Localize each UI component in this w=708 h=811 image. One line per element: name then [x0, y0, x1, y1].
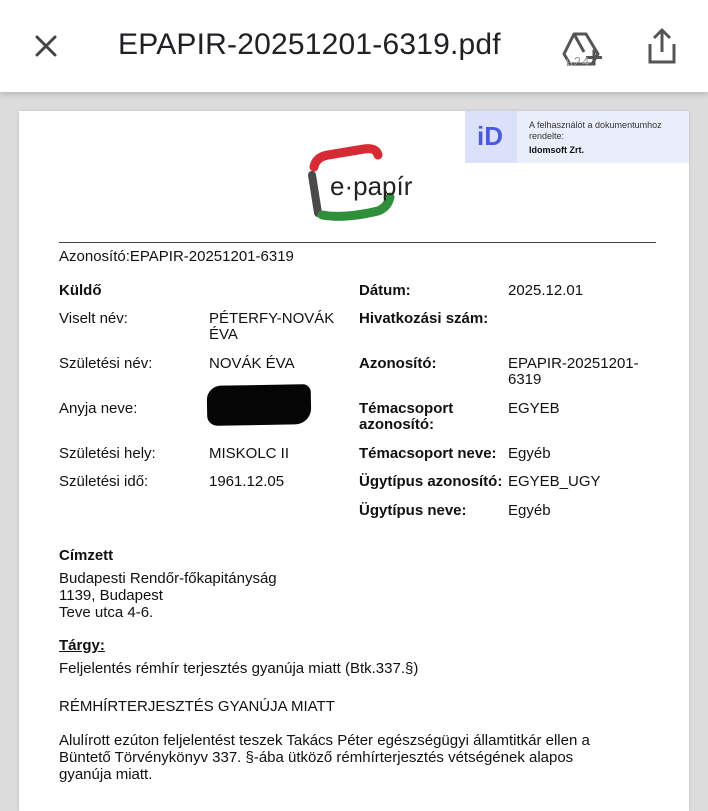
body-line: Alulírott ezúton feljelentést teszek Takács Péter egészségügyi államtitkár ellen a — [59, 732, 590, 749]
identifier-line: Azonosító:EPAPIR-20251201-6319 — [59, 248, 294, 265]
redaction-mark — [207, 384, 312, 426]
ordered-by-company: Idomsoft Zrt. — [529, 145, 584, 155]
body-line: gyanúja miatt. — [59, 766, 153, 783]
sender-value: MISKOLC II — [209, 445, 290, 462]
sender-label: Születési idő: — [59, 473, 149, 490]
meta-label: Dátum: — [359, 282, 411, 299]
share-icon[interactable] — [644, 26, 680, 66]
sender-value: ÉVA — [209, 326, 238, 343]
subject-heading: Tárgy: — [59, 637, 105, 654]
idomsoft-logo: iD — [465, 111, 517, 163]
recipient-heading: Címzett — [59, 547, 114, 564]
meta-value: 6319 — [508, 371, 542, 388]
meta-label: Ügytípus neve: — [359, 502, 467, 519]
meta-label: azonosító: — [359, 416, 434, 433]
body-title: RÉMHÍRTERJESZTÉS GYANÚJA MIATT — [59, 698, 335, 715]
meta-label: Azonosító: — [359, 355, 437, 372]
meta-label: Témacsoport neve: — [359, 445, 497, 462]
recipient-line: Budapesti Rendőr-főkapitányság — [59, 570, 277, 587]
meta-label: Ügytípus azonosító: — [359, 473, 503, 490]
ordered-by-note: A felhasználót a dokumentumhoz rendelte: — [529, 120, 662, 141]
body-line: Büntető Törvénykönyv 337. §-ába ütköző rémhírterjesztés vétségének alapos — [59, 749, 574, 766]
recipient-line: Teve utca 4-6. — [59, 604, 154, 621]
sender-label: Születési név: — [59, 355, 153, 372]
meta-value: Egyéb — [508, 445, 551, 462]
meta-value: EPAPIR-20251201- — [508, 355, 639, 372]
document-title: EPAPIR-20251201-6319.pdf — [118, 28, 501, 61]
sender-heading: Küldő — [59, 282, 102, 299]
header-rule — [59, 242, 656, 243]
sender-value: NOVÁK ÉVA — [209, 355, 295, 372]
sender-label: Viselt név: — [59, 310, 128, 327]
meta-label: Témacsoport — [359, 400, 454, 417]
recipient-line: 1139, Budapest — [59, 587, 163, 604]
meta-value: 2025.12.01 — [508, 282, 584, 299]
meta-value: EGYEB — [508, 400, 560, 417]
meta-label: Hivatkozási szám: — [359, 310, 489, 327]
pdf-page — [19, 111, 689, 811]
meta-value: Egyéb — [508, 502, 551, 519]
sender-value: 1961.12.05 — [209, 473, 285, 490]
epapir-logo — [304, 139, 424, 221]
epapir-logo-text: e·papír — [330, 171, 413, 201]
sender-label: Anyja neve: — [59, 400, 138, 417]
meta-value: EGYEB_UGY — [508, 473, 601, 490]
sender-value: PÉTERFY-NOVÁK — [209, 310, 335, 327]
subject-text: Feljelentés rémhír terjesztés gyanúja miatt (Btk.337.§) — [59, 660, 419, 677]
close-icon[interactable] — [30, 30, 62, 62]
sender-label: Születési hely: — [59, 445, 156, 462]
drive-badge: ь24 — [566, 54, 591, 69]
app-bar — [0, 0, 708, 92]
ordered-by-box — [465, 111, 689, 163]
